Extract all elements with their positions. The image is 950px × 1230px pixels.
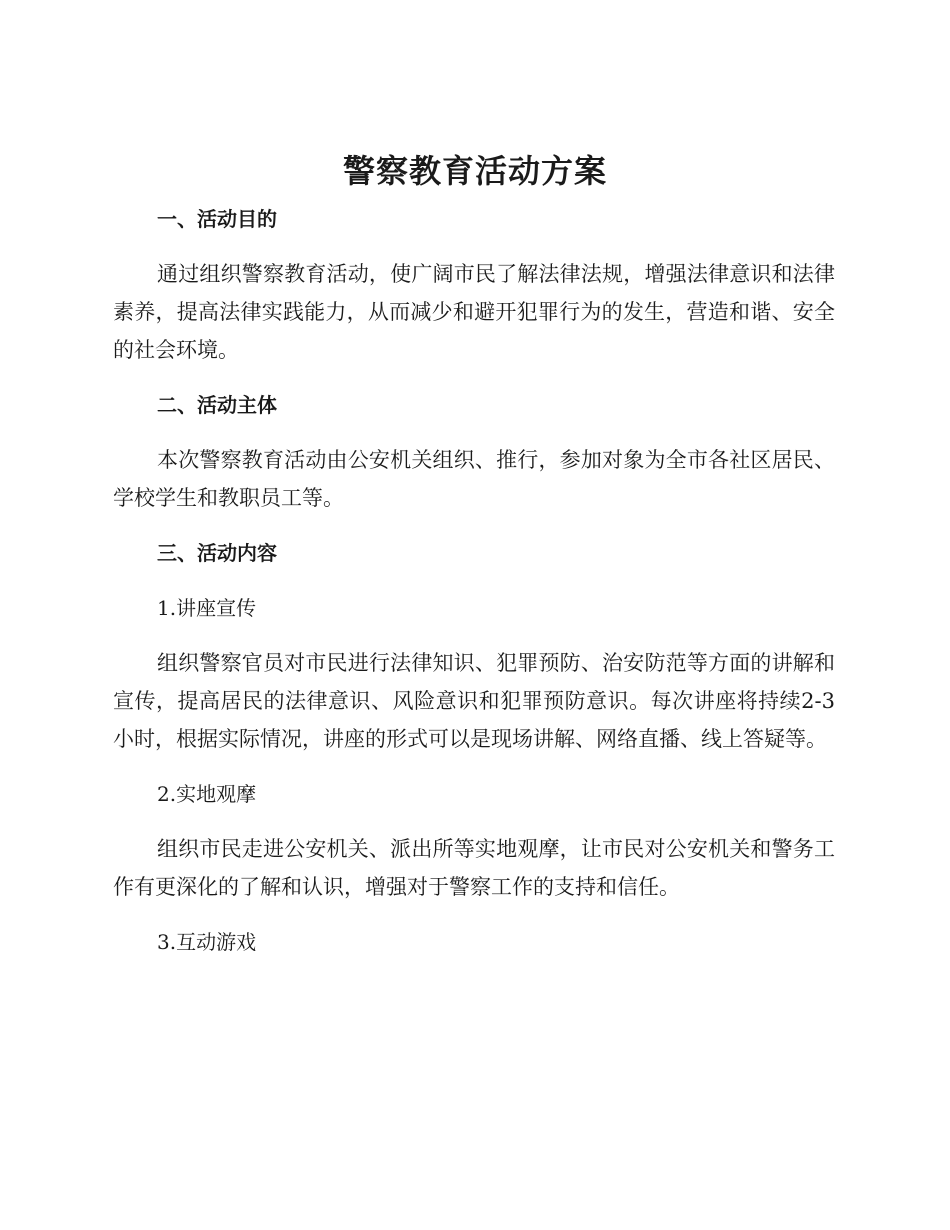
section-paragraph-purpose: 通过组织警察教育活动，使广阔市民了解法律法规，增强法律意识和法律素养，提高法律实践能力，从而减少和避开犯罪行为的发生，营造和谐、安全的社会环境。 [113, 262, 835, 362]
item-paragraph-visit: 组织市民走进公安机关、派出所等实地观摩，让市民对公安机关和警务工作有更深化的了解和认识，增强对于警察工作的支持和信任。 [113, 837, 835, 899]
item-label-lecture: 1.讲座宣传 [157, 596, 257, 620]
document-body [113, 200, 835, 961]
item-label-game: 3.互动游戏 [157, 930, 257, 954]
section-heading-subject: 二、活动主体 [157, 393, 277, 417]
section-heading-purpose: 一、活动目的 [157, 207, 277, 231]
document-title: 警察教育活动方案 [342, 152, 607, 190]
section-paragraph-subject: 本次警察教育活动由公安机关组织、推行，参加对象为全市各社区居民、学校学生和教职员工等。 [113, 448, 835, 510]
item-paragraph-lecture: 组织警察官员对市民进行法律知识、犯罪预防、治安防范等方面的讲解和宣传，提高居民的法律意识、风险意识和犯罪预防意识。每次讲座将持续2-3小时，根据实际情况，讲座的形式可以是现场讲解、网络直播、线上答疑等。 [113, 651, 835, 751]
section-heading-content: 三、活动内容 [157, 541, 277, 565]
item-label-visit: 2.实地观摩 [157, 782, 257, 806]
